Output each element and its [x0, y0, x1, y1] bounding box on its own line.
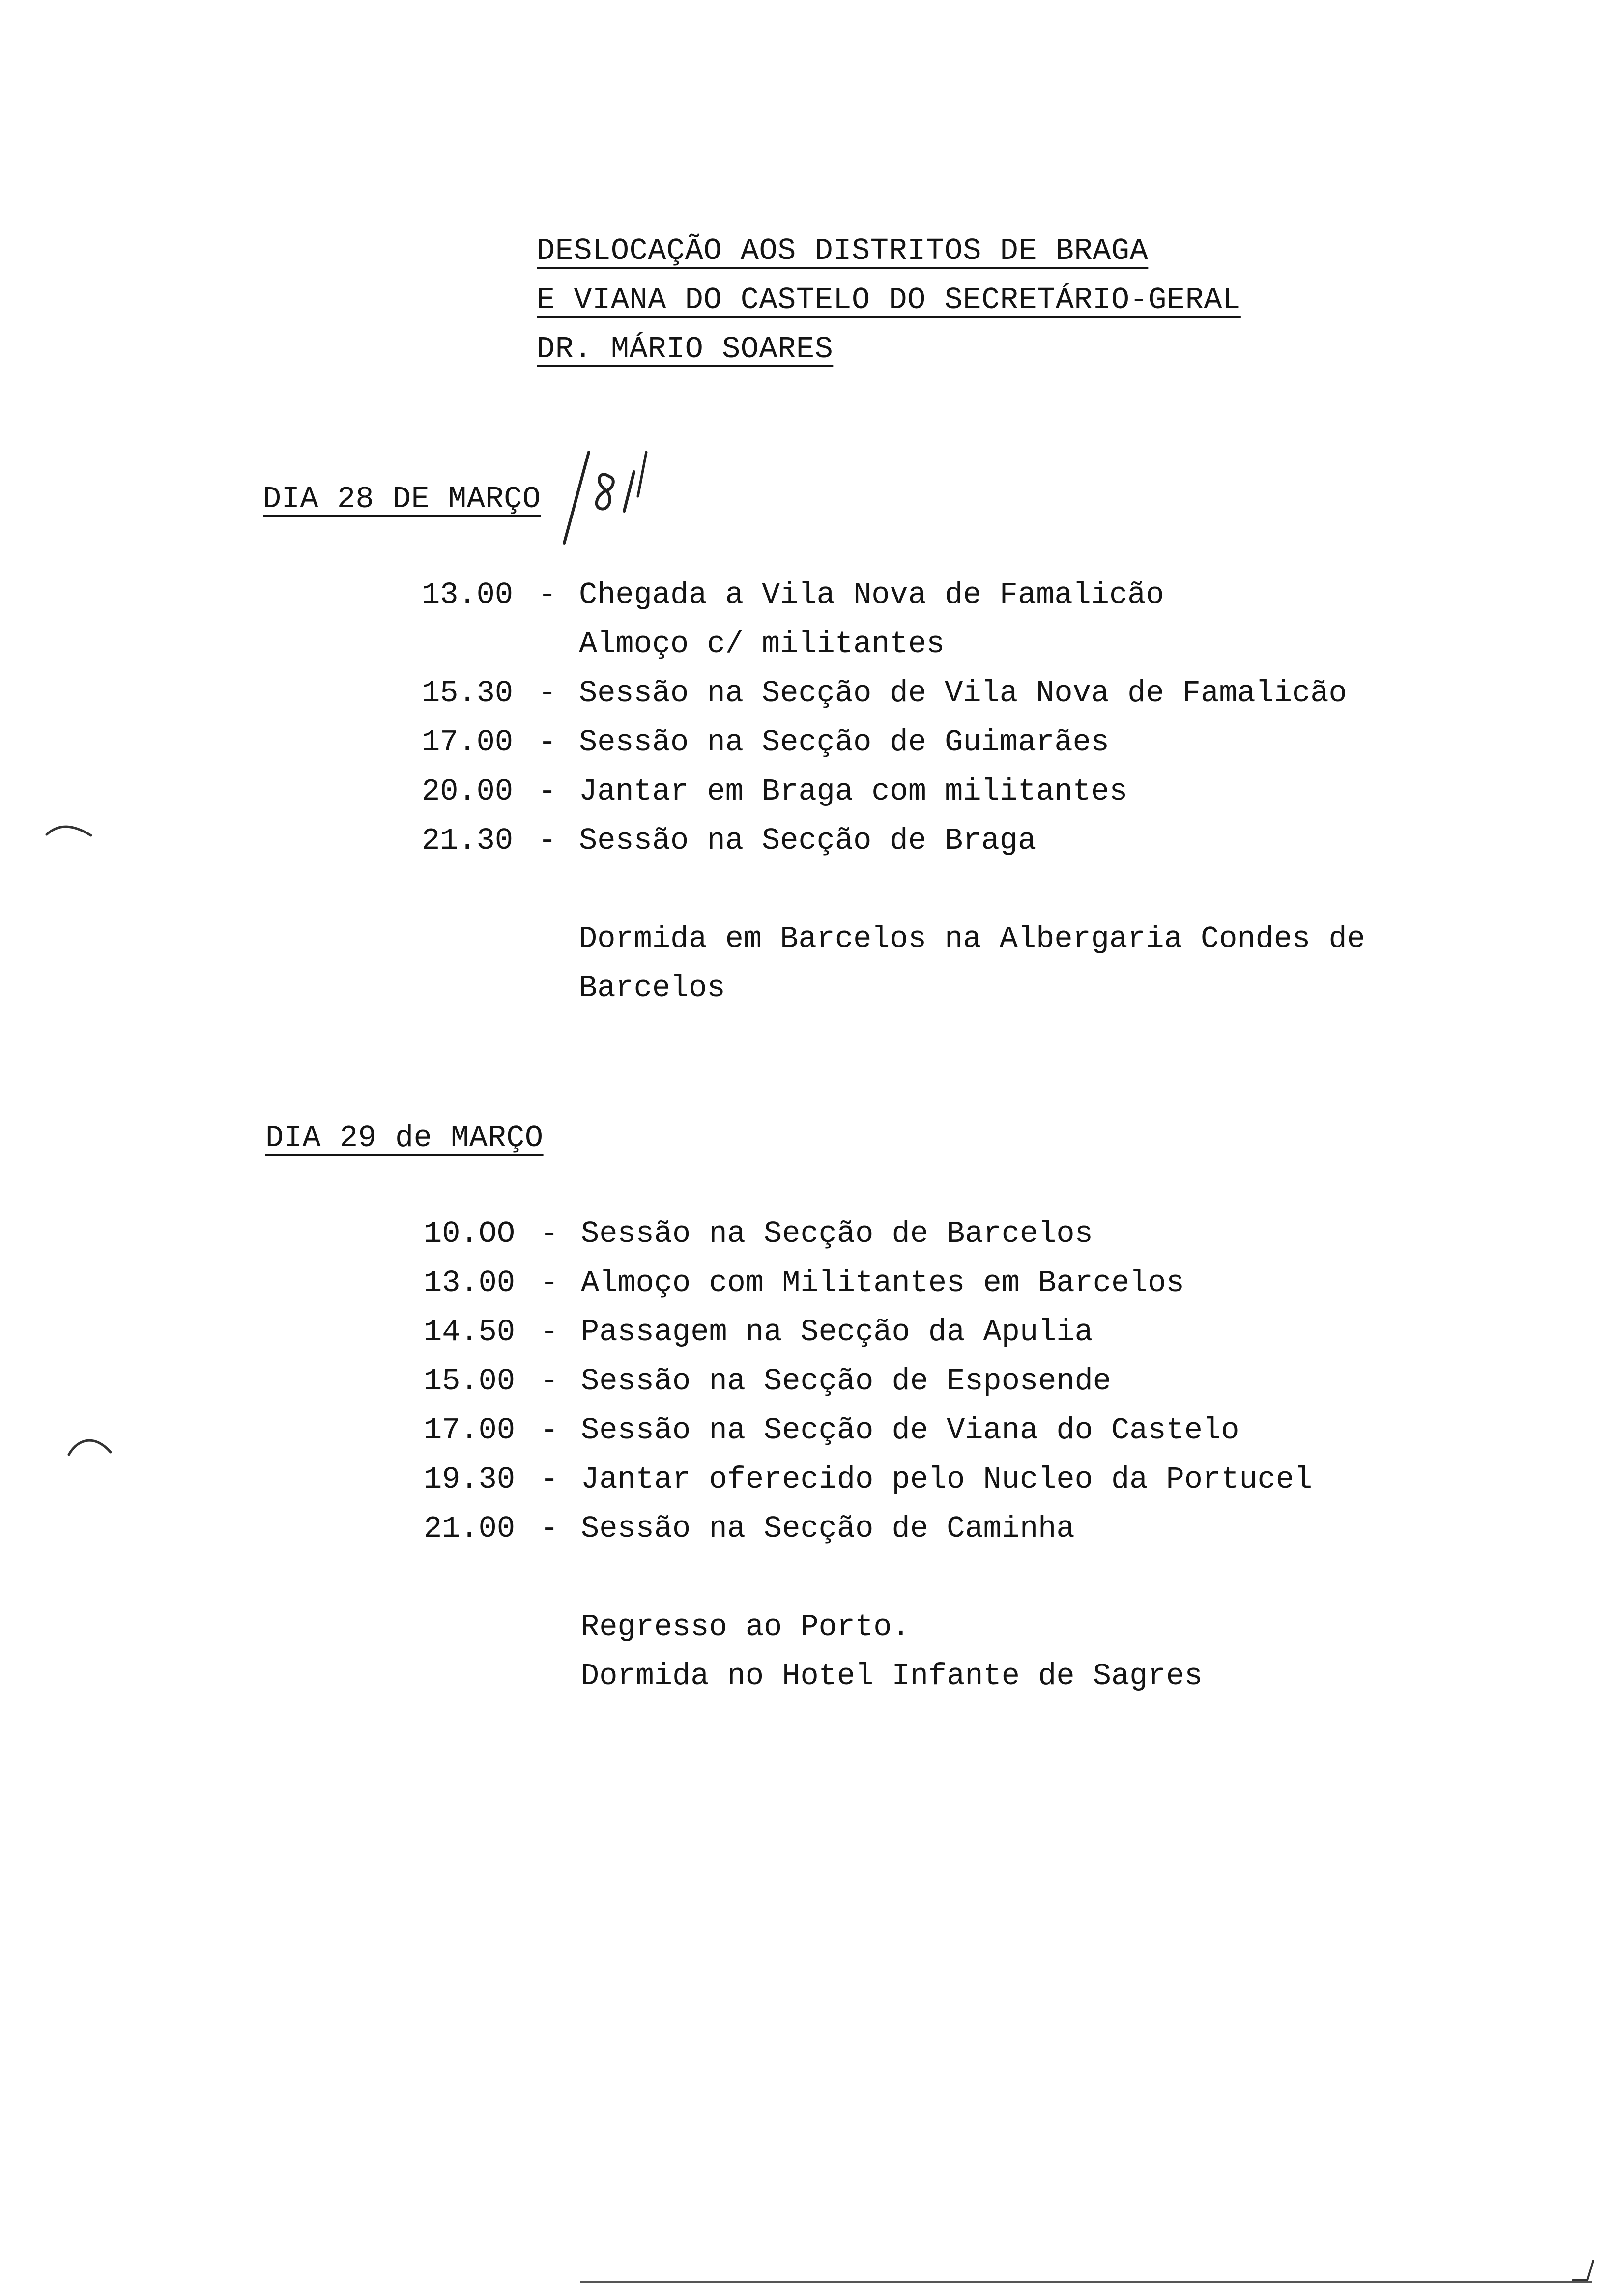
margin-scan-mark	[66, 1435, 115, 1462]
title-line-3: DR. MÁRIO SOARES	[537, 332, 834, 367]
margin-mark-drawing	[44, 821, 98, 840]
entry-time: 17.00	[422, 725, 514, 760]
entry-dash: -	[538, 725, 557, 760]
day-1-heading: DIA 28 DE MARÇO	[263, 482, 541, 517]
entry-description: Sessão na Secção de Viana do Castelo	[581, 1413, 1239, 1448]
entry-time: 13.00	[422, 577, 514, 612]
title-line-1: DESLOCAÇÃO AOS DISTRITOS DE BRAGA	[537, 233, 1149, 268]
entry-time: 21.30	[422, 823, 514, 858]
entry-dash: -	[540, 1462, 559, 1497]
entry-dash: -	[540, 1364, 559, 1399]
entry-time: 15.30	[422, 676, 514, 711]
entry-description: Sessão na Secção de Barcelos	[581, 1216, 1093, 1251]
entry-time: 17.00	[424, 1413, 516, 1448]
entry-description: Passagem na Secção da Apulia	[581, 1315, 1093, 1349]
entry-description: Chegada a Vila Nova de Famalicão	[579, 577, 1164, 612]
corner-mark-drawing	[1568, 2256, 1597, 2285]
entry-description: Sessão na Secção de Guimarães	[579, 725, 1109, 760]
entry-time: 10.OO	[424, 1216, 516, 1251]
entry-description: Sessão na Secção de Caminha	[581, 1511, 1075, 1546]
entry-dash: -	[538, 774, 557, 809]
corner-scan-mark	[1568, 2256, 1597, 2288]
entry-time: 14.50	[424, 1315, 516, 1349]
entry-time: 15.00	[424, 1364, 516, 1399]
handwritten-year-drawing	[560, 442, 663, 550]
day-2-heading: DIA 29 de MARÇO	[265, 1120, 544, 1155]
bottom-edge-line	[580, 2281, 1592, 2283]
entry-description: Jantar oferecido pelo Nucleo da Portucel	[581, 1462, 1313, 1497]
entry-time: 21.00	[424, 1511, 516, 1546]
entry-time: 13.00	[424, 1265, 516, 1300]
day-1-note-line-2: Barcelos	[579, 971, 725, 1005]
margin-scan-mark	[44, 821, 98, 843]
entry-description: Sessão na Secção de Vila Nova de Famalicão	[579, 676, 1347, 711]
day-2-note-line-1: Regresso ao Porto.	[581, 1609, 910, 1644]
title-line-2: E VIANA DO CASTELO DO SECRETÁRIO-GERAL	[537, 283, 1241, 317]
entry-dash: -	[540, 1413, 559, 1448]
entry-dash: -	[540, 1315, 559, 1349]
entry-description: Almoço com Militantes em Barcelos	[581, 1265, 1184, 1300]
entry-dash: -	[538, 823, 557, 858]
entry-description: Sessão na Secção de Braga	[579, 823, 1036, 858]
entry-dash: -	[540, 1265, 559, 1300]
entry-dash: -	[538, 577, 557, 612]
day-2-note-line-2: Dormida no Hotel Infante de Sagres	[581, 1659, 1203, 1693]
day-1-note-line-1: Dormida em Barcelos na Albergaria Condes de	[579, 921, 1365, 956]
entry-dash: -	[540, 1511, 559, 1546]
entry-dash: -	[540, 1216, 559, 1251]
entry-dash: -	[538, 676, 557, 711]
entry-time: 19.30	[424, 1462, 516, 1497]
entry-description: Sessão na Secção de Esposende	[581, 1364, 1111, 1399]
entry-description: Jantar em Braga com militantes	[579, 774, 1128, 809]
entry-description: Almoço c/ militantes	[579, 627, 945, 661]
handwritten-year-annotation	[560, 442, 663, 550]
entry-time: 20.00	[422, 774, 514, 809]
margin-mark-drawing	[66, 1435, 115, 1460]
